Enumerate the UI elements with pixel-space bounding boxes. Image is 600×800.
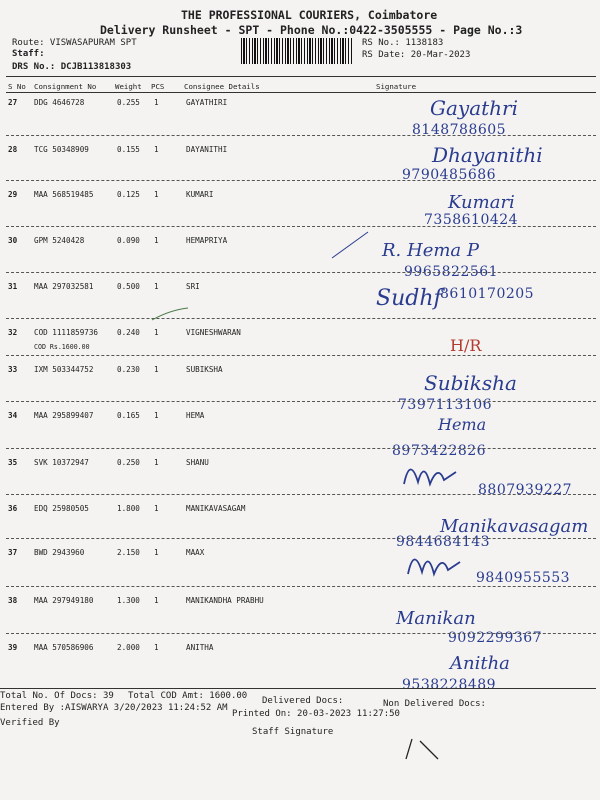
- row-weight: 1.800: [117, 504, 140, 513]
- row-separator: [6, 318, 596, 319]
- row-sno: 28: [8, 145, 18, 154]
- row-signature: Subiksha: [424, 371, 517, 395]
- row-separator: [6, 180, 596, 181]
- drs-number: DRS No.: DCJB113818303: [12, 62, 132, 72]
- col-signature: Signature: [376, 82, 417, 91]
- verified-by: Verified By: [0, 718, 60, 728]
- row-consignment-no: EDQ 25980505: [34, 504, 89, 513]
- row-pcs: 1: [154, 643, 159, 652]
- row-consignment-no: MAA 295899407: [34, 411, 94, 420]
- row-separator: [6, 586, 596, 587]
- row-consignee: MANIKAVASAGAM: [186, 504, 246, 513]
- row-phone: 9844684143: [396, 534, 491, 550]
- row-weight: 0.500: [117, 282, 140, 291]
- delivered-docs: Delivered Docs:: [262, 696, 344, 706]
- row-phone: 9790485686: [402, 167, 497, 183]
- row-sno: 33: [8, 365, 18, 374]
- row-signature: Gayathri: [430, 96, 518, 120]
- row-consignee: HEMA: [186, 411, 205, 420]
- pen-stroke: [330, 230, 370, 260]
- row-consignment-no: SVK 10372947: [34, 458, 89, 467]
- row-consignment-no: DDG 4646728: [34, 98, 85, 107]
- row-separator: [6, 448, 596, 449]
- barcode: [241, 38, 353, 64]
- row-weight: 0.240: [117, 328, 140, 337]
- row-sno: 38: [8, 596, 18, 605]
- row-consignee: MANIKANDHA PRABHU: [186, 596, 264, 605]
- row-signature: Manikavasagam: [440, 516, 589, 537]
- row-pcs: 1: [154, 328, 159, 337]
- row-signature-scrawl: [400, 454, 460, 494]
- rs-date: RS Date: 20-Mar-2023: [362, 50, 471, 60]
- row-sno: 34: [8, 411, 18, 420]
- entered-by: Entered By :AISWARYA 3/20/2023 11:24:52 AM: [0, 703, 228, 713]
- row-weight: 2.000: [117, 643, 140, 652]
- row-phone: 9538228489: [402, 677, 497, 693]
- row-consignee: MAAX: [186, 548, 205, 557]
- row-consignee: DAYANITHI: [186, 145, 228, 154]
- row-consignee: KUMARI: [186, 190, 214, 199]
- route-label: Route: VISWASAPURAM SPT: [12, 38, 137, 48]
- row-pcs: 1: [154, 548, 159, 557]
- col-sno: S No: [8, 82, 26, 91]
- row-pcs: 1: [154, 282, 159, 291]
- row-weight: 0.165: [117, 411, 140, 420]
- row-sno: 35: [8, 458, 18, 467]
- non-delivered-docs: Non Delivered Docs:: [383, 699, 486, 709]
- row-signature: R. Hema P: [382, 240, 479, 261]
- header-rule: [6, 76, 596, 77]
- row-weight: 0.230: [117, 365, 140, 374]
- row-consignment-no: BWD 2943960: [34, 548, 85, 557]
- row-consignment-no: MAA 568519485: [34, 190, 94, 199]
- row-phone: 7358610424: [424, 212, 519, 228]
- row-sno: 36: [8, 504, 18, 513]
- runsheet-subtitle: Delivery Runsheet - SPT - Phone No.:0422-3505555 - Page No.:3: [100, 23, 523, 37]
- row-phone: 9092299367: [448, 630, 543, 646]
- row-consignee: ANITHA: [186, 643, 214, 652]
- row-separator: [6, 226, 596, 227]
- row-signature: Dhayanithi: [432, 143, 543, 167]
- row-pcs: 1: [154, 190, 159, 199]
- row-consignment-no: IXM 503344752: [34, 365, 94, 374]
- row-weight: 0.125: [117, 190, 140, 199]
- row-separator: [6, 633, 596, 634]
- row-consignee: SRI: [186, 282, 200, 291]
- row-weight: 2.150: [117, 548, 140, 557]
- row-consignment-no: MAA 297949180: [34, 596, 94, 605]
- row-consignee: SUBIKSHA: [186, 365, 223, 374]
- row-pcs: 1: [154, 596, 159, 605]
- row-sno: 31: [8, 282, 18, 291]
- row-pcs: 1: [154, 365, 159, 374]
- rs-number: RS No.: 1138183: [362, 38, 444, 48]
- row-consignee: SHANU: [186, 458, 209, 467]
- row-pcs: 1: [154, 236, 159, 245]
- row-signature: H/R: [450, 336, 482, 355]
- row-pcs: 1: [154, 504, 159, 513]
- total-docs: Total No. Of Docs: 39: [0, 691, 114, 701]
- row-consignee: VIGNESHWARAN: [186, 328, 241, 337]
- row-phone: 9840955553: [476, 570, 571, 586]
- table-end-rule: [0, 688, 596, 689]
- row-consignment-no: COD 1111859736: [34, 328, 99, 337]
- staff-signature-mark: [398, 735, 448, 765]
- staff-signature-label: Staff Signature: [252, 727, 334, 737]
- row-signature: Hema: [438, 415, 487, 434]
- col-weight: Weight: [115, 82, 142, 91]
- row-weight: 0.155: [117, 145, 140, 154]
- row-consignee: HEMAPRIYA: [186, 236, 228, 245]
- row-consignment-no: GPM 5240428: [34, 236, 85, 245]
- row-signature: Kumari: [448, 192, 515, 213]
- row-pcs: 1: [154, 98, 159, 107]
- company-title: THE PROFESSIONAL COURIERS, Coimbatore: [181, 8, 438, 22]
- row-weight: 1.300: [117, 596, 140, 605]
- row-pcs: 1: [154, 411, 159, 420]
- row-separator: [6, 401, 596, 402]
- row-consignment-no: TCG 50348909: [34, 145, 89, 154]
- row-phone: 9965822561: [404, 264, 499, 280]
- total-cod: Total COD Amt: 1600.00: [128, 691, 248, 701]
- row-phone: 8610170205: [440, 286, 535, 302]
- row-signature-scrawl: [404, 544, 464, 584]
- row-phone: 8148788605: [412, 122, 507, 138]
- column-header-rule: [6, 92, 596, 93]
- row-phone: 7397113106: [398, 397, 493, 413]
- row-weight: 0.090: [117, 236, 140, 245]
- row-consignment-no: MAA 297032581: [34, 282, 94, 291]
- staff-label: Staff:: [12, 49, 45, 59]
- row-sno: 32: [8, 328, 18, 337]
- row-consignee: GAYATHIRI: [186, 98, 228, 107]
- row-cod-note: COD Rs.1600.00: [34, 343, 90, 351]
- row-phone: 8973422826: [392, 443, 487, 459]
- row-separator: [6, 135, 596, 136]
- row-weight: 0.255: [117, 98, 140, 107]
- row-sno: 37: [8, 548, 18, 557]
- col-consignee: Consignee Details: [184, 82, 260, 91]
- row-sno: 30: [8, 236, 18, 245]
- col-pcs: PCS: [151, 82, 165, 91]
- row-consignment-no: MAA 570586906: [34, 643, 94, 652]
- row-pcs: 1: [154, 145, 159, 154]
- row-sno: 27: [8, 98, 18, 107]
- row-pcs: 1: [154, 458, 159, 467]
- row-weight: 0.250: [117, 458, 140, 467]
- row-separator: [6, 272, 596, 273]
- row-separator: [6, 355, 596, 356]
- row-signature: Manikan: [396, 608, 476, 629]
- pen-stroke: [150, 306, 190, 322]
- row-sno: 39: [8, 643, 18, 652]
- col-consignment: Consignment No: [34, 82, 97, 91]
- row-phone: 8807939227: [478, 482, 573, 498]
- row-sno: 29: [8, 190, 18, 199]
- row-signature: Sudhf: [376, 286, 442, 311]
- row-signature: Anitha: [450, 653, 510, 674]
- row-separator: [6, 494, 596, 495]
- row-separator: [6, 538, 596, 539]
- printed-on: Printed On: 20-03-2023 11:27:50: [232, 709, 400, 719]
